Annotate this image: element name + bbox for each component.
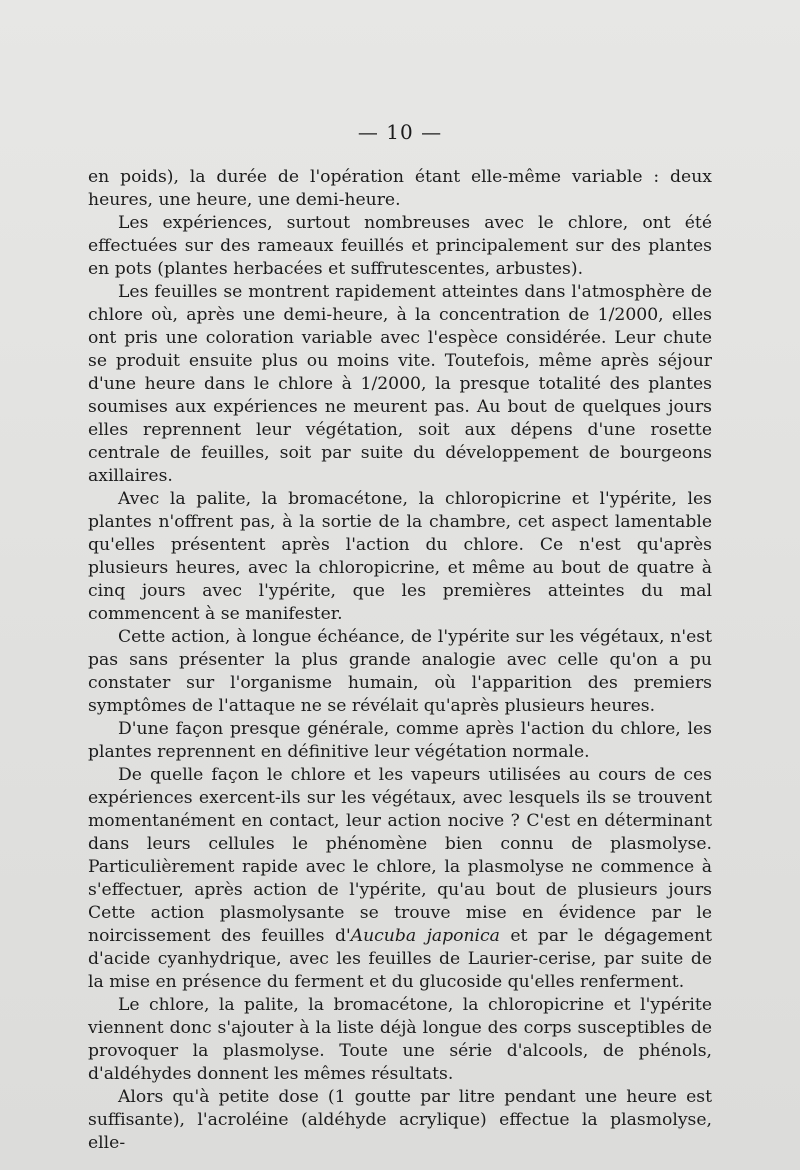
- paragraph-6: D'une façon presque générale, comme après l'action du chlore, les plantes reprennent en définitive leur végétation normale.: [88, 719, 712, 762]
- paragraph-8: Le chlore, la palite, la bromacétone, la chloropicrine et l'ypérite viennent donc s'ajouter à la liste déjà longue des corps susceptibles de provoquer la plasmolyse. Toute une série d'alcools, de phénols, d'aldéhydes donnent les mêmes résultats.: [88, 995, 712, 1084]
- page-number: — 10 —: [357, 120, 443, 144]
- paragraph-9: Alors qu'à petite dose (1 goutte par litre pendant une heure est suffisante), l'acroléine (aldéhyde acrylique) effectue la plasmolyse, elle-: [88, 1087, 712, 1153]
- paragraph-7: [88, 764, 712, 994]
- paragraph-5: Cette action, à longue échéance, de l'ypérite sur les végétaux, n'est pas sans présenter la plus grande analogie avec celle qu'on a pu constater sur l'organisme humain, où l'apparition des premiers symptômes de l'attaque ne se révélait qu'après plusieurs heures.: [88, 627, 712, 716]
- paragraph-7-text-a: De quelle façon le chlore et les vapeurs utilisées au cours de ces expériences exercent-ils sur les végétaux, avec lesquels ils se trouvent momentanément en contact, leur action nocive ? C'est en déterminant dans leurs cellules le phénomène bien connu de plasmolyse. Particulièrement rapide avec le chlore, la plasmolyse ne commence à s'effectuer, après action de l'ypérite, qu'au bout de plusieurs jours Cette action plasmolysante se trouve mise en évidence par le noircissement des feuilles d': [88, 765, 712, 946]
- body-text: [88, 166, 712, 1155]
- paragraph-3: Les feuilles se montrent rapidement atteintes dans l'atmosphère de chlore où, après une demi-heure, à la concentration de 1/2000, elles ont pris une coloration variable avec l'espèce considérée. Leur chute se produit ensuite plus ou moins vite. Toutefois, même après séjour d'une heure dans le chlore à 1/2000, la presque totalité des plantes soumises aux expériences ne meurent pas. Au bout de quelques jours elles reprennent leur végétation, soit aux dépens d'une rosette centrale de feuilles, soit par suite du développement de bourgeons axillaires.: [88, 282, 712, 486]
- paragraph-4: Avec la palite, la bromacétone, la chloropicrine et l'ypérite, les plantes n'offrent pas, à la sortie de la chambre, cet aspect lamentable qu'elles présentent après l'action du chlore. Ce n'est qu'après plusieurs heures, avec la chloropicrine, et même au bout de quatre à cinq jours avec l'ypérite, que les premières atteintes du mal commencent à se manifester.: [88, 489, 712, 624]
- paragraph-2: Les expériences, surtout nombreuses avec le chlore, ont été effectuées sur des rameaux feuillés et principalement sur des plantes en pots (plantes herbacées et suffrutescentes, arbustes).: [88, 213, 712, 279]
- paragraph-1: en poids), la durée de l'opération étant elle-même variable : deux heures, une heure, une demi-heure.: [88, 167, 712, 210]
- paragraph-7-text-b: et par le dégagement d'acide cyanhydrique, avec les feuilles de Laurier-cerise, par suite de la mise en présence du ferment et du glucoside qu'elles renferment.: [88, 926, 712, 992]
- species-name-italic: Aucuba japonica: [350, 926, 500, 946]
